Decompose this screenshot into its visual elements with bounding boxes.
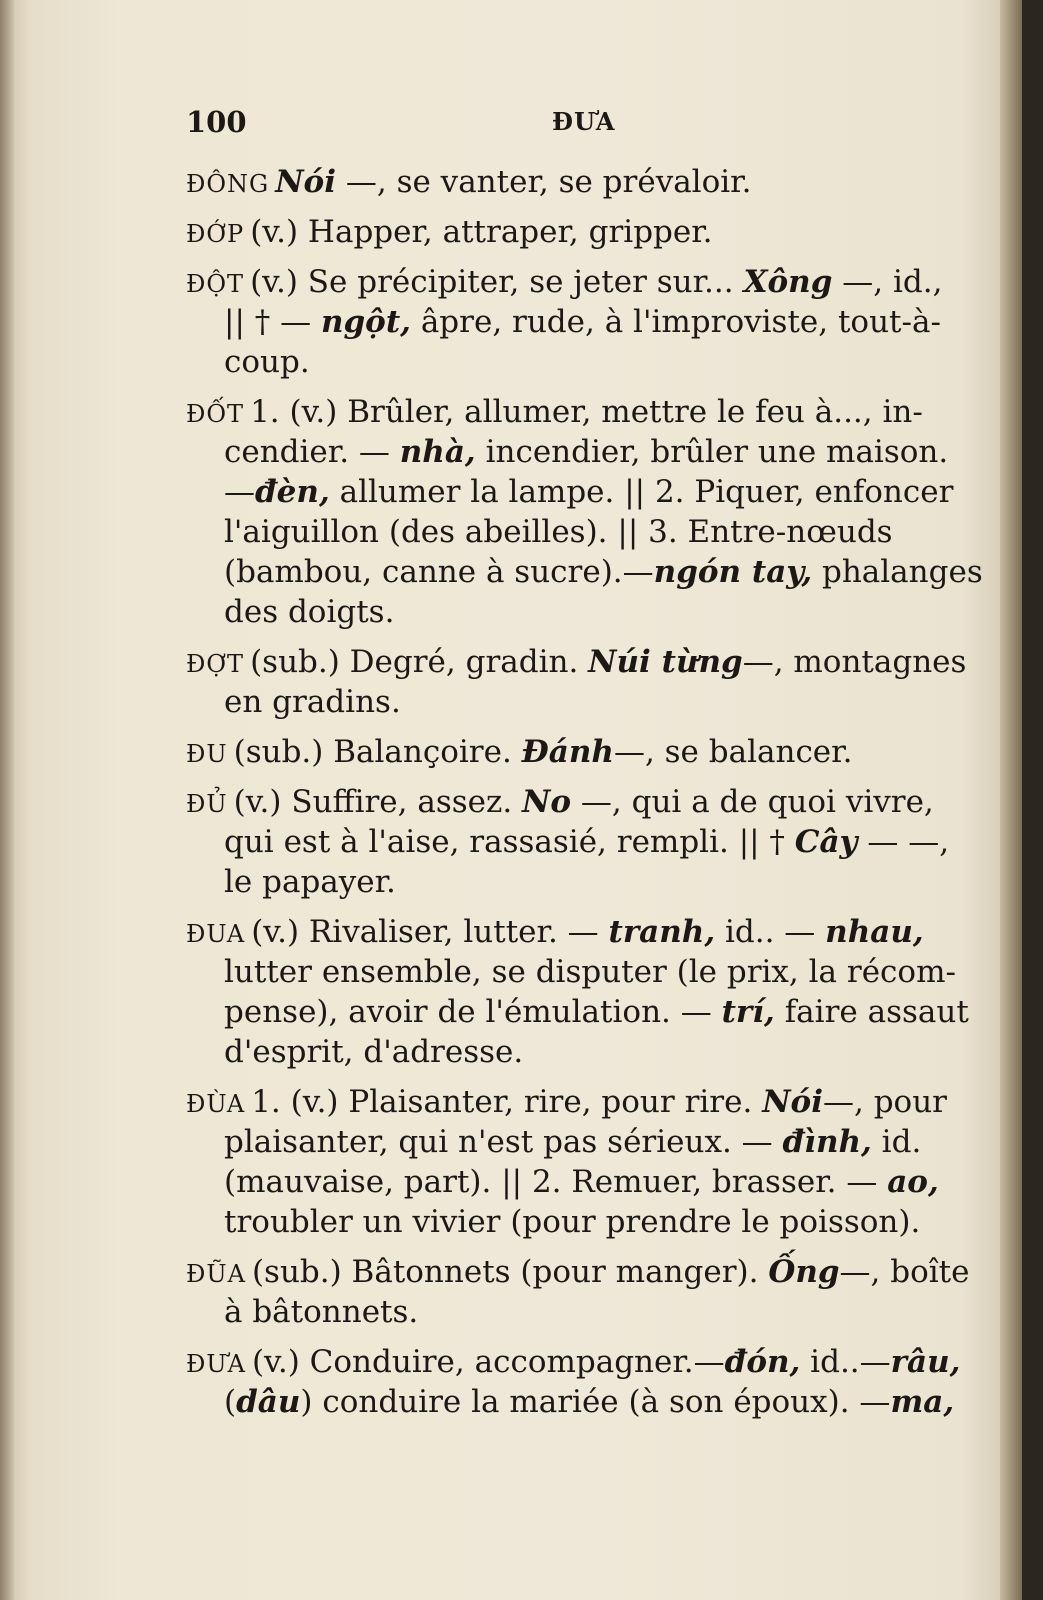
entry-first-line — [186, 262, 976, 302]
dictionary-entries — [186, 162, 983, 1432]
definition-text: phalanges — [812, 554, 983, 590]
definition-text: cendier. — — [224, 434, 400, 470]
vietnamese-term: Nói — [275, 164, 337, 200]
dictionary-entry — [186, 212, 976, 252]
dictionary-entry — [186, 912, 976, 1072]
definition-text: id.. — — [715, 914, 826, 950]
entry-first-line — [186, 162, 976, 202]
vietnamese-term: trí, — [721, 994, 775, 1030]
definition-text: (v.) Rivaliser, lutter. — — [251, 914, 609, 950]
entry-continuation-line — [186, 1032, 976, 1072]
definition-text: —, montagnes — [742, 644, 967, 680]
definition-text: pense), avoir de l'émulation. — — [224, 994, 722, 1030]
definition-text: âpre, rude, à l'improviste, tout-à- — [410, 304, 941, 340]
vietnamese-term: ngột, — [320, 304, 411, 340]
vietnamese-term: tranh, — [608, 914, 716, 950]
dictionary-entry — [186, 732, 976, 772]
entry-continuation-line — [186, 432, 976, 472]
definition-text: —, id., — [832, 264, 943, 300]
page-edge — [1000, 0, 1022, 1600]
headword: ĐỦ — [186, 790, 228, 818]
entry-first-line — [186, 1342, 976, 1382]
definition-text: — —, — [857, 824, 950, 860]
entry-first-line — [186, 732, 976, 772]
definition-text: à bâtonnets. — [224, 1294, 419, 1330]
definition-text: (sub.) Balançoire. — [233, 734, 522, 770]
headword: ĐƯA — [186, 1350, 246, 1378]
definition-text: (v.) Suffire, assez. — [233, 784, 523, 820]
entry-first-line — [186, 212, 976, 252]
entry-continuation-line — [186, 862, 976, 902]
definition-text: allumer la lampe. || 2. Piquer, enfoncer — [329, 474, 954, 510]
definition-text: lutter ensemble, se disputer (le prix, la récom- — [224, 954, 956, 990]
headword: ĐŨA — [186, 1260, 246, 1288]
definition-text: le papayer. — [224, 864, 396, 900]
entry-continuation-line — [186, 952, 976, 992]
dictionary-entry — [186, 162, 976, 202]
definition-text: —, qui a de quoi vivre, — [571, 784, 934, 820]
definition-text: —, se balancer. — [613, 734, 853, 770]
entry-first-line — [186, 642, 976, 682]
definition-text: id..— — [800, 1344, 891, 1380]
entry-continuation-line — [186, 1122, 976, 1162]
page-number: 100 — [186, 105, 247, 139]
headword: ĐUA — [186, 920, 246, 948]
vietnamese-term: ao, — [887, 1164, 939, 1200]
vietnamese-term: nhà, — [399, 434, 476, 470]
definition-text: incendier, brûler une maison. — [475, 434, 949, 470]
definition-text: troubler un vivier (pour prendre le poisson). — [224, 1204, 921, 1240]
definition-text: (mauvaise, part). || 2. Remuer, brasser. — — [224, 1164, 888, 1200]
definition-text: coup. — [224, 344, 310, 380]
dictionary-entry — [186, 1252, 976, 1332]
vietnamese-term: Cây — [794, 824, 858, 860]
definition-text: —, pour — [822, 1084, 947, 1120]
definition-text: (v.) Conduire, accompagner.— — [251, 1344, 725, 1380]
vietnamese-term: ma, — [890, 1384, 955, 1420]
definition-text: faire assaut — [774, 994, 969, 1030]
definition-text: (bambou, canne à sucre).— — [224, 554, 654, 590]
entry-first-line — [186, 782, 976, 822]
vietnamese-term: dâu — [236, 1384, 301, 1420]
definition-text: l'aiguillon (des abeilles). || 3. Entre-nœuds — [224, 514, 893, 550]
vietnamese-term: Núi từng — [588, 644, 743, 680]
definition-text: ) conduire la mariée (à son époux). — — [300, 1384, 891, 1420]
page-gutter — [0, 0, 14, 1600]
headword: ĐỚP — [186, 220, 245, 248]
entry-continuation-line — [186, 822, 976, 862]
dictionary-entry — [186, 782, 976, 902]
vietnamese-term: No — [522, 784, 572, 820]
headword: ĐỢT — [186, 650, 245, 678]
entry-continuation-line — [186, 1202, 976, 1242]
vietnamese-term: râu, — [890, 1344, 961, 1380]
definition-text: (v.) Se précipiter, se jeter sur... — [250, 264, 744, 300]
definition-text: ( — [224, 1384, 237, 1420]
entry-first-line — [186, 1082, 976, 1122]
vietnamese-term: đình, — [782, 1124, 872, 1160]
definition-text: —, se vanter, se prévaloir. — [336, 164, 752, 200]
entry-continuation-line — [186, 682, 976, 722]
definition-text: —, boîte — [839, 1254, 970, 1290]
vietnamese-term: đón, — [724, 1344, 801, 1380]
definition-text: || † — — [224, 304, 321, 340]
headword: ĐỘT — [186, 270, 245, 298]
entry-continuation-line — [186, 512, 976, 552]
vietnamese-term: Xông — [743, 264, 833, 300]
dictionary-entry — [186, 1082, 976, 1242]
entry-first-line — [186, 1252, 976, 1292]
definition-text: (sub.) Degré, gradin. — [250, 644, 589, 680]
entry-continuation-line — [186, 1292, 976, 1332]
entry-continuation-line — [186, 342, 976, 382]
definition-text: 1. (v.) Plaisanter, rire, pour rire. — [251, 1084, 763, 1120]
definition-text: (v.) Happer, attraper, gripper. — [250, 214, 713, 250]
headword: ĐU — [186, 740, 228, 768]
dictionary-entry — [186, 392, 983, 632]
dictionary-entry — [186, 262, 976, 382]
headword: ĐÙA — [186, 1090, 246, 1118]
entry-continuation-line — [186, 1162, 976, 1202]
definition-text: d'esprit, d'adresse. — [224, 1034, 524, 1070]
entry-first-line — [186, 912, 976, 952]
entry-continuation-line — [186, 472, 976, 512]
headword: ĐÔNG — [186, 170, 270, 198]
headword: ĐỐT — [186, 400, 245, 428]
definition-text: 1. (v.) Brûler, allumer, mettre le feu à..., in- — [250, 394, 923, 430]
definition-text: — — [224, 474, 255, 510]
definition-text: id. — [871, 1124, 922, 1160]
definition-text: (sub.) Bâtonnets (pour manger). — [251, 1254, 769, 1290]
dictionary-entry — [186, 642, 976, 722]
definition-text: qui est à l'aise, rassasié, rempli. || † — [224, 824, 795, 860]
dictionary-entry — [186, 1342, 976, 1422]
vietnamese-term: Ống — [768, 1254, 840, 1290]
entry-continuation-line — [186, 552, 983, 592]
entry-continuation-line — [186, 302, 976, 342]
definition-text: plaisanter, qui n'est pas sérieux. — — [224, 1124, 783, 1160]
vietnamese-term: ngón tay, — [653, 554, 813, 590]
vietnamese-term: nhau, — [825, 914, 924, 950]
vietnamese-term: đèn, — [255, 474, 330, 510]
vietnamese-term: Đánh — [521, 734, 614, 770]
definition-text: des doigts. — [224, 594, 395, 630]
definition-text: en gradins. — [224, 684, 401, 720]
vietnamese-term: Nói — [762, 1084, 823, 1120]
entry-first-line — [186, 392, 976, 432]
running-head: ĐƯA — [552, 107, 616, 136]
entry-continuation-line — [186, 992, 976, 1032]
entry-continuation-line — [186, 592, 976, 632]
entry-continuation-line — [186, 1382, 976, 1422]
